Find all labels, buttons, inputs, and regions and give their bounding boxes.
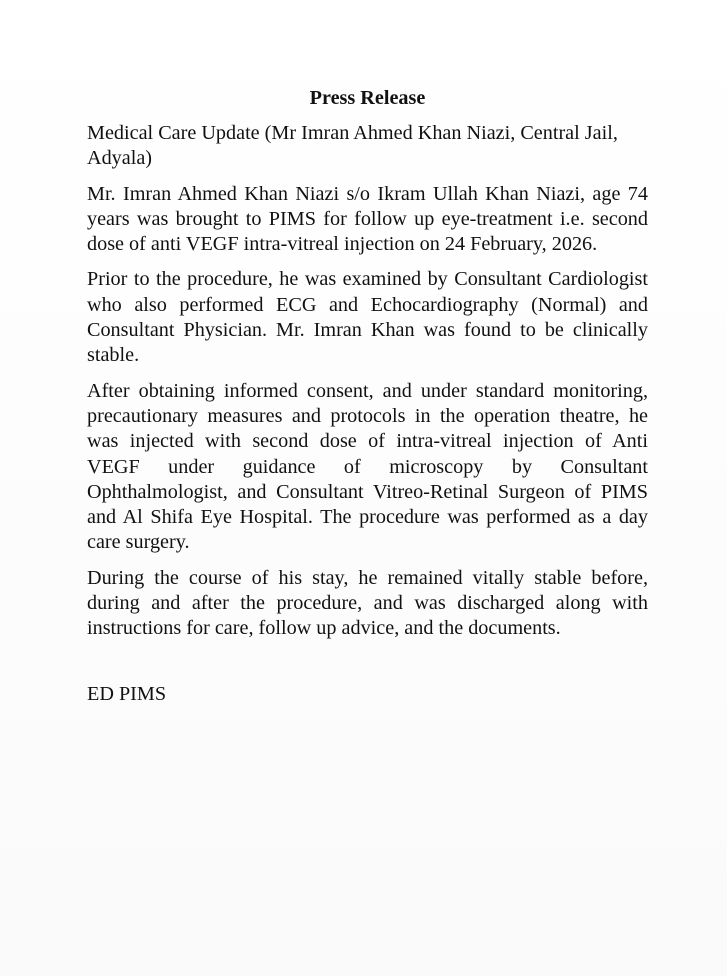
- document-title: Press Release: [309, 87, 426, 109]
- paragraph-discharge: During the course of his stay, he remained vitally stable before, during and after the procedure, and was discharged along with instructions for care, follow up advice, and the documents.: [87, 566, 648, 640]
- signature: ED PIMS: [87, 682, 167, 705]
- document-body: [87, 86, 648, 707]
- paragraph-procedure: After obtaining informed consent, and under standard monitoring, precautionary measures and protocols in the operation theatre, he was injected with second dose of intra-vitreal injection of Anti VEGF under guidance of microscopy by Consultant Ophthalmologist, and Consultant Vitreo-Retinal Surgeon of PIMS and Al Shifa Eye Hospital. The procedure was performed as a day care surgery.: [87, 379, 648, 554]
- paragraph-patient-visit: Mr. Imran Ahmed Khan Niazi s/o Ikram Ullah Khan Niazi, age 74 years was brought to PIMS for follow up eye-treatment i.e. second dose of anti VEGF intra-vitreal injection on 24 February, 2026.: [87, 182, 648, 256]
- paragraph-pre-procedure-exam: Prior to the procedure, he was examined by Consultant Cardiologist who also performed ECG and Echocardiography (Normal) and Consultant Physician. Mr. Imran Khan was found to be clinically stable.: [87, 268, 648, 367]
- document-subject: Medical Care Update (Mr Imran Ahmed Khan Niazi, Central Jail, Adyala): [87, 122, 618, 170]
